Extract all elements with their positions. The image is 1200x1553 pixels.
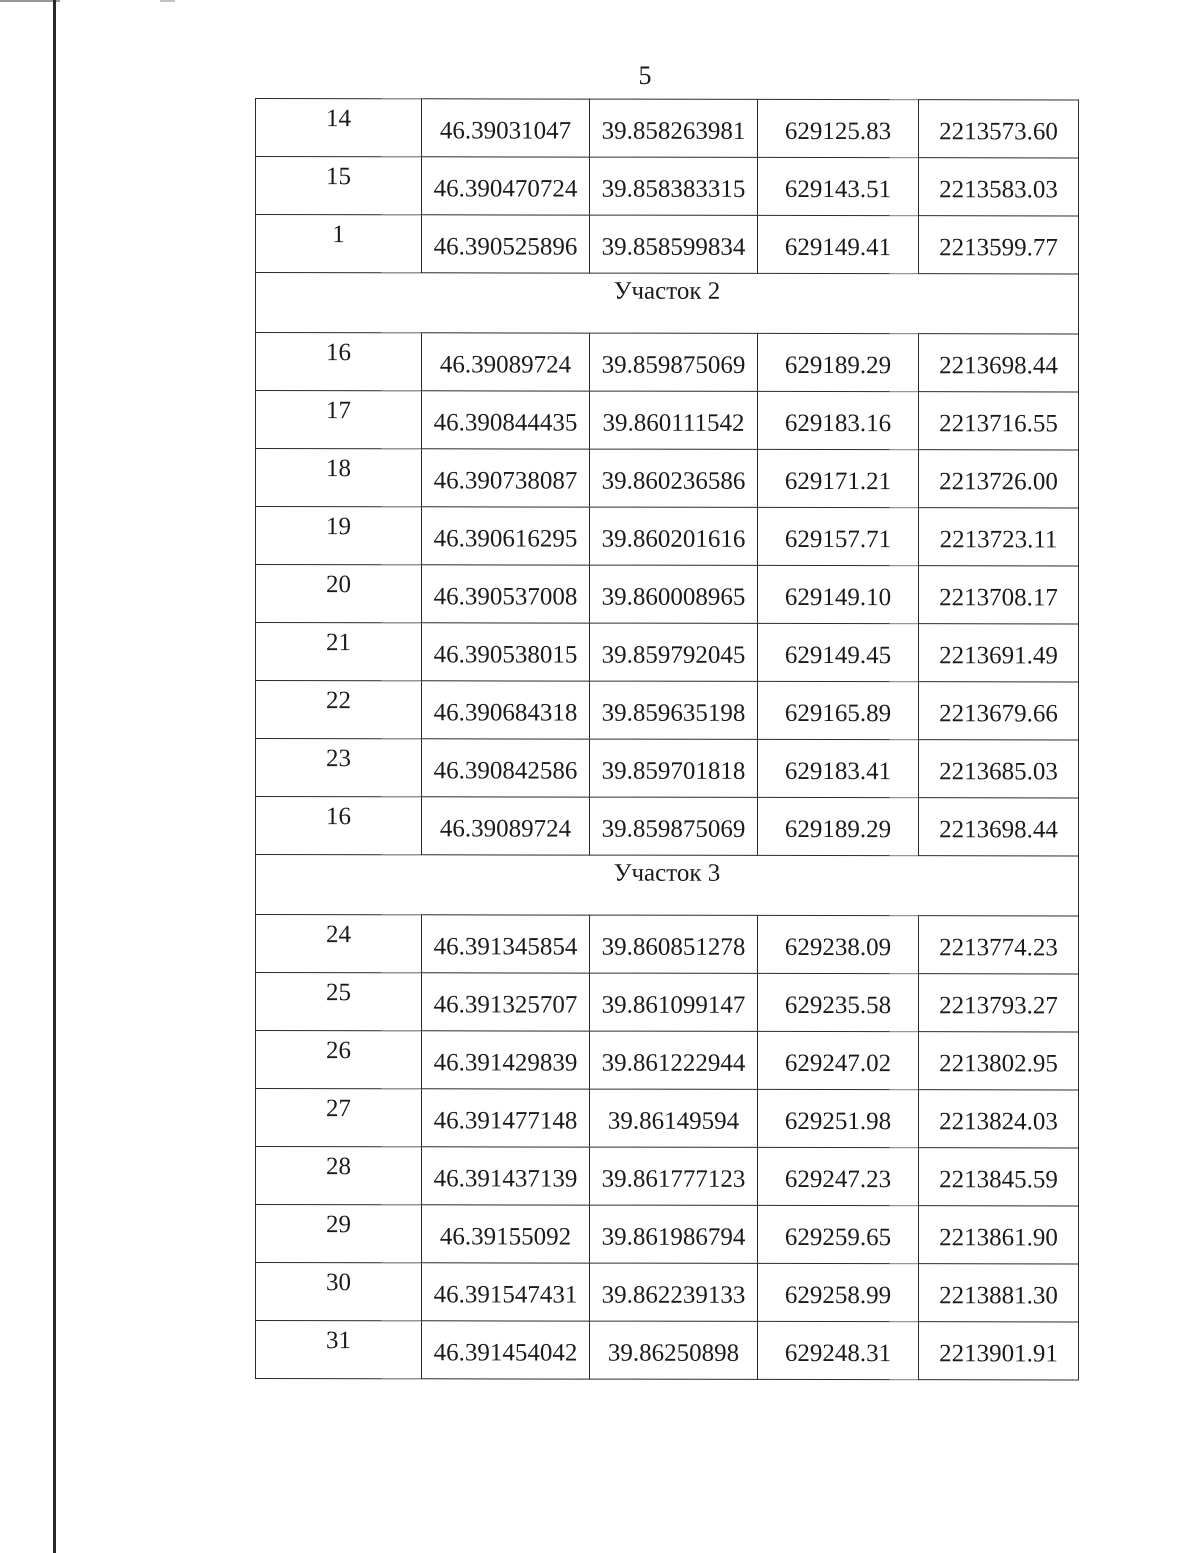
- latitude-cell: 46.390538015: [422, 623, 590, 681]
- latitude-cell: 46.391437139: [422, 1147, 590, 1205]
- x-coordinate-cell: 629259.65: [758, 1205, 919, 1263]
- point-number-cell: 23: [256, 739, 422, 797]
- longitude-cell: 39.859792045: [590, 623, 758, 681]
- y-coordinate-cell: 2213726.00: [919, 450, 1079, 508]
- point-number-cell: 17: [256, 391, 422, 449]
- latitude-cell: 46.390842586: [422, 739, 590, 797]
- section-title: Участок 2: [256, 273, 1079, 334]
- longitude-cell: 39.860008965: [590, 565, 758, 623]
- longitude-cell: 39.86250898: [590, 1321, 758, 1379]
- longitude-cell: 39.861986794: [590, 1205, 758, 1263]
- point-number-cell: 16: [256, 797, 422, 855]
- longitude-cell: 39.860201616: [590, 507, 758, 565]
- table-row: [256, 507, 1079, 566]
- y-coordinate-cell: 2213698.44: [919, 798, 1079, 856]
- latitude-cell: 46.39031047: [422, 99, 590, 157]
- table-row: [256, 1147, 1079, 1206]
- table-row: [256, 99, 1079, 158]
- longitude-cell: 39.858383315: [590, 157, 758, 215]
- table-row: [256, 973, 1079, 1032]
- y-coordinate-cell: 2213679.66: [919, 682, 1079, 740]
- x-coordinate-cell: 629258.99: [758, 1263, 919, 1321]
- longitude-cell: 39.862239133: [590, 1263, 758, 1321]
- table-row: [256, 565, 1079, 624]
- x-coordinate-cell: 629149.10: [758, 565, 919, 623]
- latitude-cell: 46.390684318: [422, 681, 590, 739]
- point-number-cell: 28: [256, 1147, 422, 1205]
- x-coordinate-cell: 629247.02: [758, 1031, 919, 1089]
- y-coordinate-cell: 2213793.27: [919, 974, 1079, 1032]
- point-number-cell: 22: [256, 681, 422, 739]
- latitude-cell: 46.391477148: [422, 1089, 590, 1147]
- table-row: [256, 391, 1079, 450]
- table-row: [256, 1031, 1079, 1090]
- latitude-cell: 46.39089724: [422, 797, 590, 855]
- y-coordinate-cell: 2213881.30: [919, 1264, 1079, 1322]
- table-row: [256, 333, 1079, 392]
- point-number-cell: 21: [256, 623, 422, 681]
- y-coordinate-cell: 2213723.11: [919, 508, 1079, 566]
- table-row: [256, 1089, 1079, 1148]
- latitude-cell: 46.390537008: [422, 565, 590, 623]
- table-row: [256, 797, 1079, 856]
- section-header-row: [256, 273, 1079, 334]
- x-coordinate-cell: 629189.29: [758, 797, 919, 855]
- coordinates-table: [255, 98, 1079, 1380]
- table-row: [256, 215, 1079, 274]
- x-coordinate-cell: 629157.71: [758, 507, 919, 565]
- table-row: [256, 739, 1079, 798]
- section-header-row: [256, 855, 1079, 916]
- x-coordinate-cell: 629183.41: [758, 739, 919, 797]
- point-number-cell: 24: [256, 915, 422, 973]
- x-coordinate-cell: 629149.41: [758, 215, 919, 273]
- latitude-cell: 46.391429839: [422, 1031, 590, 1089]
- point-number-cell: 19: [256, 507, 422, 565]
- latitude-cell: 46.391547431: [422, 1263, 590, 1321]
- x-coordinate-cell: 629165.89: [758, 681, 919, 739]
- point-number-cell: 30: [256, 1263, 422, 1321]
- table-row: [256, 1321, 1079, 1380]
- scan-border-left: [53, 0, 56, 1553]
- table-row: [256, 449, 1079, 508]
- y-coordinate-cell: 2213573.60: [919, 100, 1079, 158]
- y-coordinate-cell: 2213583.03: [919, 158, 1079, 216]
- table-row: [256, 623, 1079, 682]
- x-coordinate-cell: 629171.21: [758, 449, 919, 507]
- scan-border-top: [0, 0, 1200, 2]
- table-row: [256, 681, 1079, 740]
- longitude-cell: 39.860111542: [590, 391, 758, 449]
- y-coordinate-cell: 2213901.91: [919, 1322, 1079, 1380]
- point-number-cell: 29: [256, 1205, 422, 1263]
- latitude-cell: 46.391345854: [422, 915, 590, 973]
- point-number-cell: 1: [256, 215, 422, 273]
- latitude-cell: 46.390470724: [422, 157, 590, 215]
- x-coordinate-cell: 629247.23: [758, 1147, 919, 1205]
- longitude-cell: 39.859701818: [590, 739, 758, 797]
- table-row: [256, 915, 1079, 974]
- point-number-cell: 26: [256, 1031, 422, 1089]
- point-number-cell: 31: [256, 1321, 422, 1379]
- point-number-cell: 16: [256, 333, 422, 391]
- y-coordinate-cell: 2213698.44: [919, 334, 1079, 392]
- x-coordinate-cell: 629235.58: [758, 973, 919, 1031]
- latitude-cell: 46.391325707: [422, 973, 590, 1031]
- latitude-cell: 46.390738087: [422, 449, 590, 507]
- point-number-cell: 27: [256, 1089, 422, 1147]
- page-number: 5: [638, 61, 652, 90]
- y-coordinate-cell: 2213599.77: [919, 216, 1079, 274]
- coordinates-table-body: [256, 99, 1079, 1380]
- latitude-cell: 46.39089724: [422, 333, 590, 391]
- x-coordinate-cell: 629189.29: [758, 333, 919, 391]
- latitude-cell: 46.390616295: [422, 507, 590, 565]
- y-coordinate-cell: 2213802.95: [919, 1032, 1079, 1090]
- y-coordinate-cell: 2213845.59: [919, 1148, 1079, 1206]
- y-coordinate-cell: 2213824.03: [919, 1090, 1079, 1148]
- point-number-cell: 15: [256, 157, 422, 215]
- table-row: [256, 1205, 1079, 1264]
- x-coordinate-cell: 629248.31: [758, 1321, 919, 1379]
- x-coordinate-cell: 629143.51: [758, 157, 919, 215]
- longitude-cell: 39.859635198: [590, 681, 758, 739]
- section-title: Участок 3: [256, 855, 1079, 916]
- x-coordinate-cell: 629125.83: [758, 99, 919, 157]
- y-coordinate-cell: 2213774.23: [919, 916, 1079, 974]
- longitude-cell: 39.859875069: [590, 333, 758, 391]
- x-coordinate-cell: 629183.16: [758, 391, 919, 449]
- longitude-cell: 39.861777123: [590, 1147, 758, 1205]
- x-coordinate-cell: 629251.98: [758, 1089, 919, 1147]
- table-row: [256, 157, 1079, 216]
- longitude-cell: 39.861222944: [590, 1031, 758, 1089]
- latitude-cell: 46.391454042: [422, 1321, 590, 1379]
- longitude-cell: 39.858263981: [590, 99, 758, 157]
- longitude-cell: 39.860236586: [590, 449, 758, 507]
- point-number-cell: 14: [256, 99, 422, 157]
- longitude-cell: 39.858599834: [590, 215, 758, 273]
- y-coordinate-cell: 2213861.90: [919, 1206, 1079, 1264]
- point-number-cell: 25: [256, 973, 422, 1031]
- latitude-cell: 46.39155092: [422, 1205, 590, 1263]
- point-number-cell: 18: [256, 449, 422, 507]
- x-coordinate-cell: 629238.09: [758, 915, 919, 973]
- y-coordinate-cell: 2213708.17: [919, 566, 1079, 624]
- x-coordinate-cell: 629149.45: [758, 623, 919, 681]
- latitude-cell: 46.390525896: [422, 215, 590, 273]
- y-coordinate-cell: 2213716.55: [919, 392, 1079, 450]
- longitude-cell: 39.860851278: [590, 915, 758, 973]
- y-coordinate-cell: 2213691.49: [919, 624, 1079, 682]
- longitude-cell: 39.861099147: [590, 973, 758, 1031]
- y-coordinate-cell: 2213685.03: [919, 740, 1079, 798]
- point-number-cell: 20: [256, 565, 422, 623]
- longitude-cell: 39.859875069: [590, 797, 758, 855]
- table-row: [256, 1263, 1079, 1322]
- longitude-cell: 39.86149594: [590, 1089, 758, 1147]
- latitude-cell: 46.390844435: [422, 391, 590, 449]
